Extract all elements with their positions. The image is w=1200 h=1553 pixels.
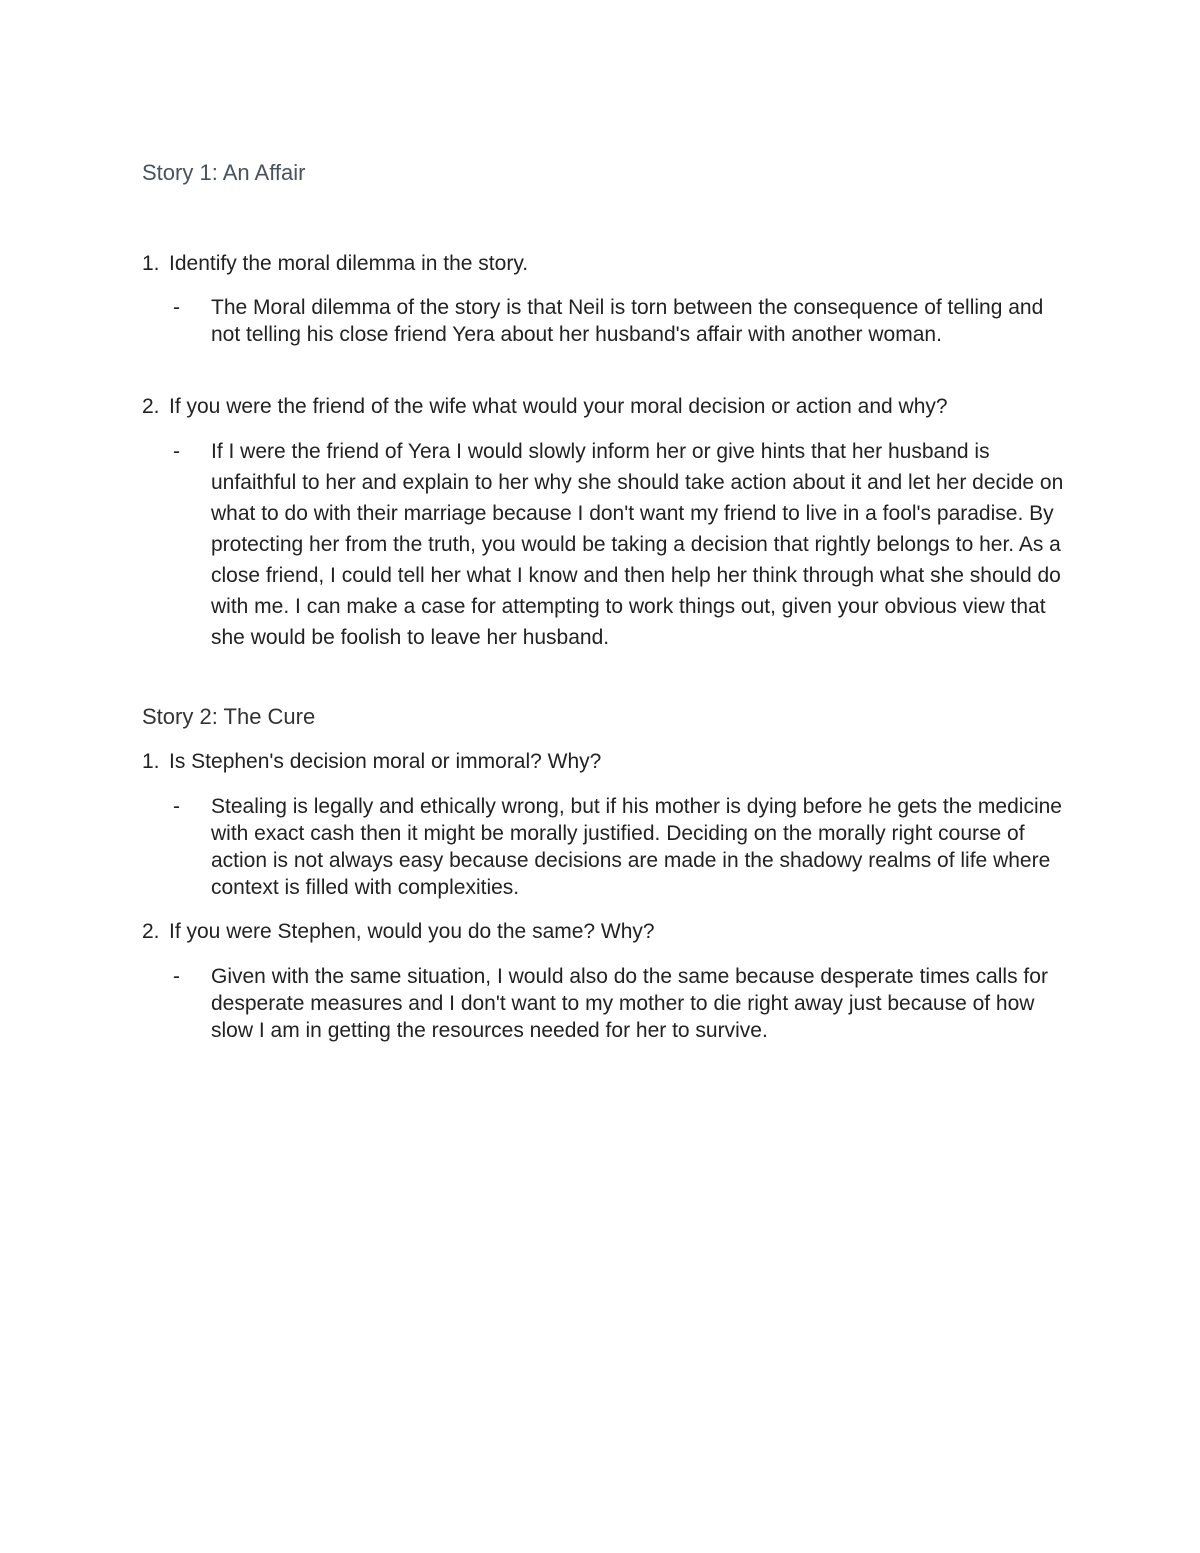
question-number: 2. [142, 395, 160, 418]
answer-text: If I were the friend of Yera I would slowly inform her or give hints that her husband is unfaithful to her and explain to her why she should take action about it and let her decide on what to do with their marriage because I don't want my friend to live in a fool's paradise. By protecting her from the truth, you would be taking a decision that rightly belongs to her. As a close friend, I could tell her what I know and then help her think through what she should do with me. I can make a case for attempting to work things out, given your obvious view that she would be foolish to leave her husband. [211, 440, 1064, 649]
question-number: 2. [142, 920, 160, 943]
story2-question-1 [142, 747, 601, 777]
story2-question-2 [142, 917, 655, 947]
story1-answer-1 [173, 294, 1073, 348]
question-number: 1. [142, 252, 160, 275]
bullet-dash: - [173, 795, 180, 818]
story1-answer-2 [173, 436, 1073, 653]
question-text: Is Stephen's decision moral or immoral? Why? [169, 750, 602, 773]
bullet-dash: - [173, 296, 180, 319]
story2-answer-1 [173, 793, 1073, 901]
story1-title: Story 1: An Affair [142, 160, 306, 185]
answer-text: Stealing is legally and ethically wrong, but if his mother is dying before he gets the medicine with exact cash then it might be morally justified. Deciding on the morally right course of action is not always easy because decisions are made in the shadowy realms of life where context is filled with complexities. [211, 795, 1062, 899]
question-text: If you were Stephen, would you do the same? Why? [169, 920, 655, 943]
story1-question-1 [142, 249, 528, 279]
story2-answer-2 [173, 963, 1073, 1044]
bullet-dash: - [173, 440, 180, 463]
story2-title: Story 2: The Cure [142, 704, 316, 729]
answer-text: The Moral dilemma of the story is that Neil is torn between the consequence of telling and not telling his close friend Yera about her husband's affair with another woman. [211, 296, 1044, 346]
question-number: 1. [142, 750, 160, 773]
bullet-dash: - [173, 965, 180, 988]
story1-question-2 [142, 392, 948, 422]
question-text: If you were the friend of the wife what would your moral decision or action and why? [169, 395, 948, 418]
question-text: Identify the moral dilemma in the story. [169, 252, 529, 275]
answer-text: Given with the same situation, I would also do the same because desperate times calls for desperate measures and I don't want to my mother to die right away just because of how slow I am in getting the resources needed for her to survive. [211, 965, 1048, 1042]
